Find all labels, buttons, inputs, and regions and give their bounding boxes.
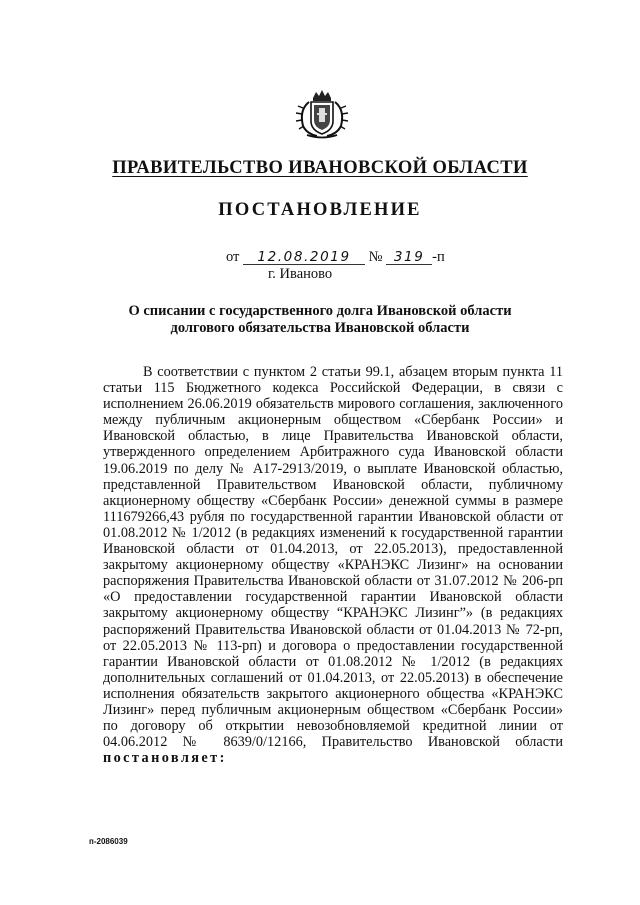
number-prefix: № [368, 249, 383, 265]
number-suffix: -п [432, 249, 445, 265]
org-title: ПРАВИТЕЛЬСТВО ИВАНОВСКОЙ ОБЛАСТИ [112, 158, 528, 178]
body-text: В соответствии с пунктом 2 статьи 99.1, абзацем вторым пункта 11 статьи 115 Бюджетного кодекса Российской Федерации, в связи с исполнением 26.06.2019 обязательств мирового соглашения, заключенного между публичным акционерным обществом «Сбербанк России» и Ивановской областью, в лице Правительства Ивановской области, утвержденного определением Арбитражного суда Ивановской области 19.06.2019 по делу № А17-2913/2019, о выплате Ивановской областью, представленной Правительством Ивановской области, публичному акционерному обществу «Сбербанк России» денежной суммы в размере 111679266,43 рубля по государственной гарантии Ивановской области от 01.08.2012 № 1/2012 (в редакциях изменений к государственной гарантии Ивановской области от 01.04.2013, от 22.05.2013), предоставленной закрытому акционерному обществу «КРАНЭКС Лизинг» на основании распоряжения Правительства Ивановской области от 31.07.2012 № 206-рп «О предоставлении государственной гарантии Ивановской области закрытому акционерному обществу “КРАНЭКС Лизинг”» (в редакциях распоряжений Правительства Ивановской области от 01.04.2013 № 72-рп, от 22.05.2013 № 113-рп) и договора о предоставлении государственной гарантии Ивановской области от 01.08.2012 № 1/2012 (в редакциях дополнительных соглашений от 01.04.2013, от 22.05.2013) в обеспечение исполнения обязательств закрытого акционерного общества «КРАНЭКС Лизинг» перед публичным акционерным обществом «Сбербанк России» по договору об открытии невозобновляемой кредитной линии от 04.06.2012 № 8639/0/12166, Правительство Ивановской области [103, 364, 563, 751]
date-prefix: от [226, 249, 240, 265]
number-value: 319 [386, 250, 432, 265]
document-code: п-2086039 [89, 837, 128, 846]
coat-of-arms-icon [293, 88, 351, 140]
city-name: г. Иваново [268, 266, 333, 282]
subject-heading [0, 303, 640, 337]
resolution-word: постановляет: [103, 750, 227, 767]
subject-line-1: О списании с государственного долга Ивановской области [128, 303, 512, 319]
date-number-line [226, 249, 445, 266]
date-value: 12.08.2019 [243, 250, 365, 265]
document-type-heading: ПОСТАНОВЛЕНИЕ [218, 200, 422, 220]
subject-line-2: долгового обязательства Ивановской области [170, 320, 470, 336]
body-paragraph [103, 364, 563, 766]
